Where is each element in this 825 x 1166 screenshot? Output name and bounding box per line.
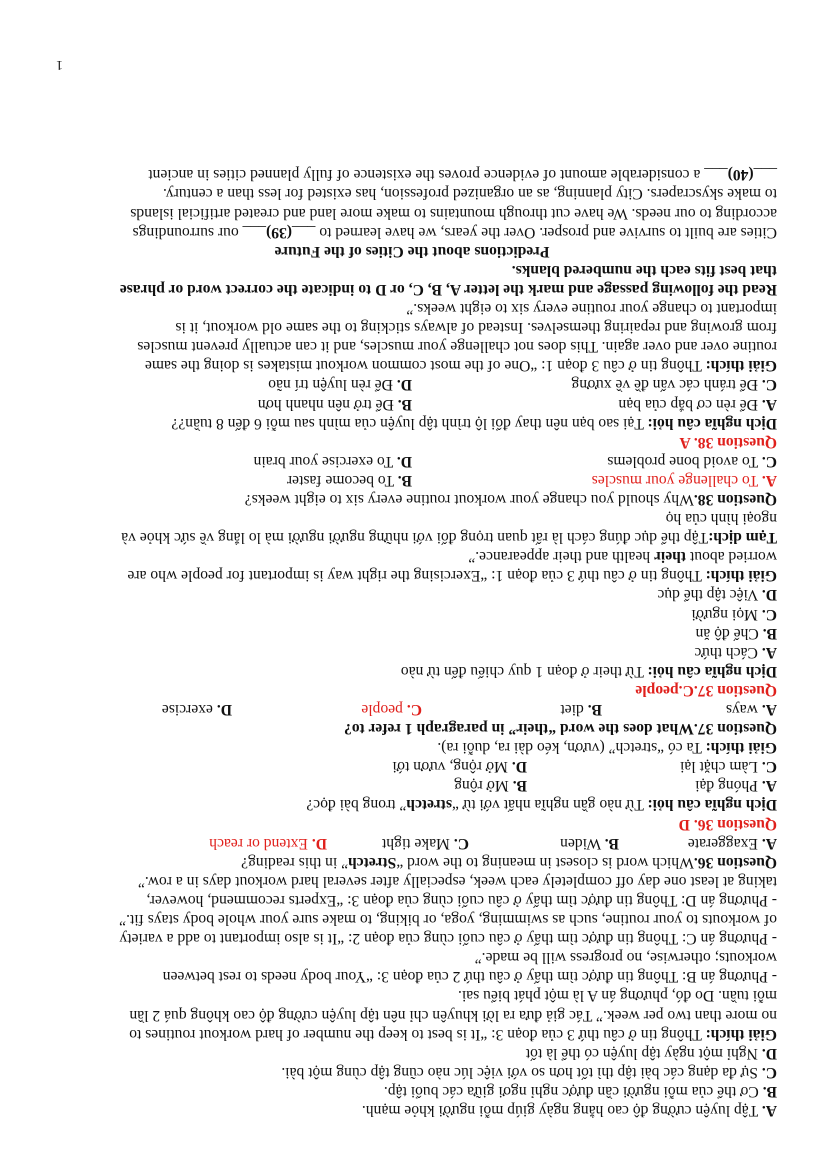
q38-vi-options-option (72, 394, 412, 413)
question-text: Which word is closest in meaning to the word “ (396, 853, 694, 871)
option-letter: B. (762, 1082, 777, 1100)
option-text: To exercise your brain (253, 452, 397, 470)
option-text: Tập luyện cường độ cao hằng ngày giúp mỗi người khỏe mạnh. (361, 1102, 762, 1119)
label: Dịch nghĩa câu hỏi: (647, 796, 777, 814)
option-letter: D. (396, 452, 412, 470)
option-letter: A. (761, 643, 777, 661)
option-text: Nghỉ một ngày tập luyện có thể là tốt (525, 1044, 762, 1062)
blank: ___ (704, 166, 728, 184)
option-letter: C. (761, 1063, 777, 1081)
question-word: Stretch (348, 853, 397, 871)
q35-option (47, 1044, 777, 1063)
q37-answer: Question 37.C.people (635, 681, 777, 699)
blank: ___ (753, 166, 777, 184)
passage-line (47, 165, 777, 184)
label: Giải thích: (705, 567, 777, 585)
text: Thông tin ở câu thứ 3 của đoạn 1: “Exercising the right way is important for people who are (127, 567, 706, 585)
question-label: Question 37. (693, 720, 777, 738)
q38-explain-line: important to change your routine every six to eight weeks.” (406, 300, 777, 318)
label: Giải thích: (705, 1025, 777, 1043)
q36-vi-options-option (227, 776, 527, 795)
q36-translation (47, 795, 777, 814)
option-text: Cơ thể của mỗi người cần được nghỉ ngơi giữa các buổi tập. (383, 1082, 763, 1100)
q35-option (47, 1063, 777, 1082)
q37-translation (47, 662, 777, 681)
q38-answer: Question 38. A (679, 433, 777, 451)
q38-options-option (72, 471, 412, 490)
q36-vi-options (47, 776, 777, 795)
passage-line: to make skyscrapers. City planning, as an organized profession, has existed for less than a century. (162, 185, 777, 203)
option-letter: D. (761, 1044, 777, 1062)
q38-vi-options-option (412, 394, 777, 413)
q36-explain (47, 738, 777, 757)
text: Thông tin ở câu thứ 3 của đoạn 3: “It is best to keep the number of hard workout routines to (129, 1025, 706, 1043)
option-text: exercise (161, 701, 217, 719)
q36-vi-options (47, 757, 777, 776)
option-letter: C. (761, 452, 777, 470)
text: Tập thể dục đúng cách là rất quan trọng đối với những người người mà lo lắng về sức khỏe và (121, 529, 709, 547)
option-text: people (361, 701, 407, 719)
option-letter: A. (761, 701, 777, 719)
option-letter: A. (761, 395, 777, 413)
option-text: Để trở nên nhanh hơn (257, 395, 398, 413)
label: Giải thích: (705, 357, 777, 375)
option-text: Make tight (381, 834, 454, 852)
q38-vi-options (47, 375, 777, 394)
question-label: Question 36. (693, 853, 777, 871)
q37-options-option (232, 700, 422, 719)
text: health and their appearance.” (468, 548, 655, 566)
text: Thông tin ở câu 3 đoạn 1: “One of the most common workout mistakes is doing the same (144, 357, 706, 375)
option-letter: C. (761, 376, 777, 394)
q36-options-option (469, 834, 619, 853)
q36-answer: Question 36. D (678, 815, 777, 833)
blank-label: (39) (266, 223, 292, 241)
q38-vi-options-option (72, 375, 412, 394)
option-letter: A. (761, 777, 777, 795)
option-letter: B. (604, 834, 619, 852)
option-letter: C. (761, 605, 777, 623)
q38-options (47, 452, 777, 471)
option-text: Để rèn cơ bắp của bạn (618, 395, 762, 413)
word: stretch (406, 796, 452, 814)
q35-option (47, 1101, 777, 1120)
q35-explain-line: of workouts to your routine, such as swimming, yoga, or biking, to make sure your whole body stays fit.” (119, 911, 777, 929)
option-text: To challenge your muscles (591, 471, 762, 489)
label: Dịch nghĩa câu hỏi: (647, 662, 777, 680)
label: Dịch nghĩa câu hỏi: (647, 414, 777, 432)
q37-explain (47, 566, 777, 585)
q35-option (47, 1082, 777, 1101)
q37-explain-line (47, 547, 777, 566)
q37-options-option (602, 700, 777, 719)
q37-tamdich (47, 528, 777, 547)
option-letter: B. (397, 395, 412, 413)
q38-options-option (72, 452, 412, 471)
text: their (654, 548, 687, 566)
q36-vi-options-option (527, 776, 777, 795)
q38-options-option (412, 452, 777, 471)
option-text: Mọi người (691, 605, 762, 623)
option-text: Việc tập thể dục (657, 586, 762, 604)
option-letter: C. (761, 758, 777, 776)
q38-vi-options (47, 394, 777, 413)
q35-explain-line (47, 1025, 777, 1044)
q37-tamdich-line: ngoại hình của họ (665, 510, 777, 528)
q37-options-option (422, 700, 602, 719)
option-letter: C. (406, 701, 422, 719)
option-text: To avoid bone problems (607, 452, 762, 470)
option-text: Cách thức (694, 643, 762, 661)
q36-question (47, 853, 777, 872)
text: Cities are built to survive and prosper. Over the years, we have learned to (315, 223, 777, 241)
blank-label: (40) (727, 166, 754, 184)
label: Tạm dịch: (708, 529, 777, 547)
option-text: Widen (560, 834, 605, 852)
blank: ___ (292, 223, 316, 241)
passage-title: Predictions about the Cities of the Future (274, 242, 550, 260)
option-letter: C. (453, 834, 469, 852)
q36-options (47, 834, 777, 853)
option-letter: D. (216, 701, 232, 719)
page-content (47, 165, 777, 1120)
q38-explain-line: routine over and over again. This does not challenge your muscles, and it can actually prevent muscles (137, 338, 777, 356)
option-letter: A. (761, 834, 777, 852)
blank: ___ (242, 223, 267, 241)
option-letter: B. (512, 777, 527, 795)
q38-translation (47, 414, 777, 433)
q37-vi-option (47, 604, 777, 623)
option-text: Để tránh các vấn đề về xương (571, 376, 762, 394)
q35-explain-line: mỗi tuần. Do đó, phương án A là một phát biểu sai. (457, 987, 777, 1005)
text: Tại sao bạn nên thay đổi lộ trình tập luyện của mình sau mỗi 6 đến 8 tuần?? (171, 414, 648, 432)
option-text: Làm chặt lại (679, 758, 762, 776)
q35-explain-line: no more than two per week.” Tác giả đưa ra lời khuyên chỉ nên tập luyện cường độ cao không quá 2 lần (129, 1006, 777, 1024)
text: Ta có “stretch” (vươn, kéo dài ra, duỗi ra). (437, 739, 706, 757)
option-text: Phóng đại (695, 777, 762, 795)
option-letter: A. (761, 471, 777, 489)
q38-explain-line: from growing and repairing themselves. Instead of always sticking to the same old workout, it is (175, 319, 777, 337)
question-label: Question 38. (693, 491, 777, 508)
q35-explain-line: taking at least one day off completely each week, especially after several hard workout days in a row.” (137, 872, 777, 890)
question-text: What does the word “their” in paragraph 1 refer to? (343, 720, 694, 738)
option-text: Sự đa dạng các bài tập thì tốt hơn so với việc lúc nào cũng tập cùng một bài. (281, 1063, 762, 1081)
q36-vi-options-option (527, 757, 777, 776)
question-text: Why should you change your workout routine every six to eight weeks? (244, 491, 694, 508)
text: ” trong bài đọc? (306, 796, 407, 814)
q35-explain-line: - Phương án C: Thông tin được tìm thấy ở câu cuối cùng của đoạn 2: “It is also important to add a variety (119, 930, 777, 948)
option-letter: D. (511, 758, 527, 776)
q38-explain (47, 356, 777, 375)
q37-options-option (82, 700, 232, 719)
passage-line (47, 223, 777, 242)
option-letter: D. (311, 834, 327, 852)
q37-options (47, 700, 777, 719)
passage-instruction: that best fits each the numbered blanks. (511, 261, 777, 279)
option-text: Extend or reach (209, 834, 312, 852)
q36-options-option (67, 834, 327, 853)
q35-explain-line: - Phương án B: Thông tin được tìm thấy ở câu thứ 2 của đoạn 3: “Your body needs to rest between (162, 968, 777, 986)
option-letter: B. (762, 624, 777, 642)
option-letter: B. (587, 701, 602, 719)
passage-instruction: Read the following passage and mark the letter A, B, C, or D to indicate the correct word or phrase (119, 280, 777, 298)
label: Giải thích: (705, 739, 777, 757)
question-text: ” in this reading? (241, 853, 349, 871)
q38-question (47, 490, 777, 509)
option-letter: D. (396, 376, 412, 394)
option-text: Exaggerate (687, 834, 762, 852)
q35-explain-line: - Phương án D: Thông tin được tìm thấy ở câu cuối cùng của đoạn 3: “Experts recommend, however, (146, 891, 777, 909)
option-text: Mở rộng, vươn tới (392, 758, 512, 776)
option-letter: A. (761, 1102, 777, 1119)
q35-explain-line: workouts; otherwise, no progress will be made.” (474, 949, 777, 967)
q36-vi-options-option (227, 757, 527, 776)
q36-options-option (327, 834, 469, 853)
text: our surroundings (132, 223, 243, 241)
q37-vi-option (47, 643, 777, 662)
option-text: To become faster (286, 471, 398, 489)
option-letter: B. (397, 471, 412, 489)
option-text: Để rèn luyện trí não (268, 376, 397, 394)
q37-question (47, 719, 777, 738)
option-text: ways (725, 701, 762, 719)
q38-options (47, 471, 777, 490)
text: Từ their ở đoạn 1 quy chiếu đến từ nào (400, 662, 648, 680)
option-text: Chế độ ăn (695, 624, 763, 642)
text: Từ nào gần nghĩa nhất với từ “ (451, 796, 648, 814)
option-text: Mở rộng (454, 777, 513, 795)
option-letter: D. (761, 586, 777, 604)
text: a considerable amount of evidence proves the existence of fully planned cities in ancient (148, 166, 705, 184)
q37-vi-option (47, 585, 777, 604)
page-number: 1 (56, 57, 63, 72)
q38-options-option (412, 471, 777, 490)
passage-line: according to our needs. We have cut through mountains to make more land and created artificial islands (130, 204, 777, 222)
q37-vi-option (47, 624, 777, 643)
option-text: diet (560, 701, 588, 719)
text: worried about (686, 548, 777, 566)
q38-vi-options-option (412, 375, 777, 394)
q36-options-option (619, 834, 777, 853)
